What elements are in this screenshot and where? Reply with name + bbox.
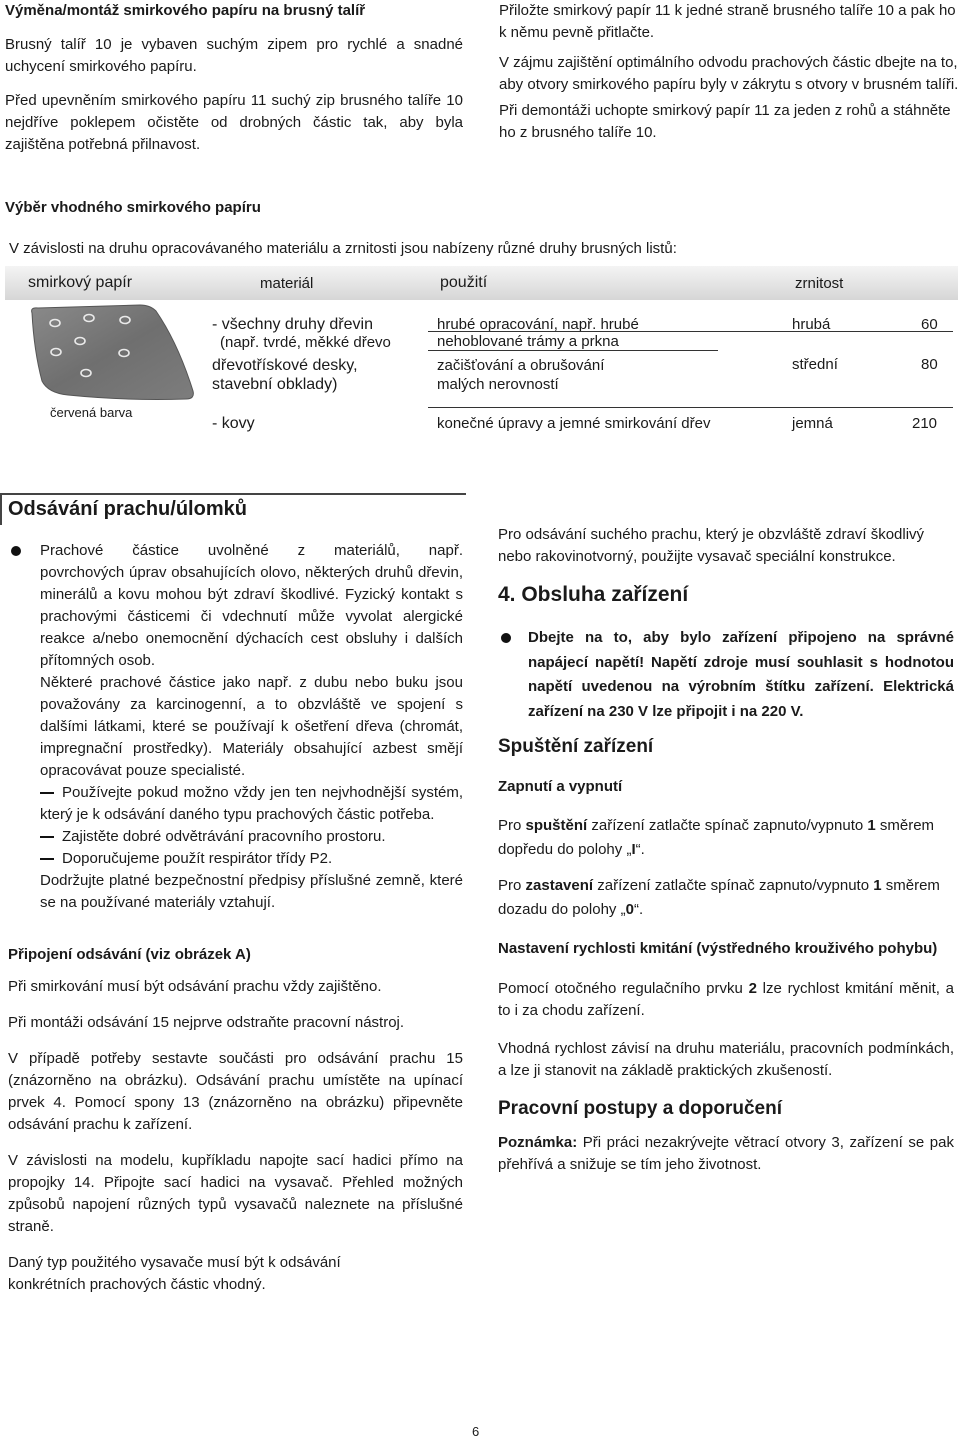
paragraph: Při montáži odsávání 15 nejprve odstraňte pracovní nástroj. — [8, 1014, 405, 1031]
use-medium-line2: malých nerovností — [437, 376, 559, 393]
table-header-paper: smirkový papír — [28, 274, 133, 291]
use-coarse-line2: nehoblované trámy a prkna — [437, 333, 619, 350]
dust-dash-item: Zajistěte dobré odvětrávání pracovního prostoru. — [8, 826, 463, 848]
speed-text: Pomocí otočného regulačního prvku 2 lze rychlost kmitání měnit, a to i za chodu zařízení. — [498, 980, 954, 1019]
bullet-icon — [11, 546, 21, 556]
dash-icon — [40, 858, 54, 860]
paragraph: Přiložte smirkový papír 11 k jedné straně brusného talíře 10 a pak ho k němu pevně přitlačte. — [499, 2, 956, 41]
paragraph: V zájmu zajištění optimálního odvodu prachových částic dbejte na to, aby otvory smirkového papíru byly v zákrytu s otvory v brusném talíři. — [499, 54, 959, 93]
section-title-dust-extraction: Odsávání prachu/úlomků — [8, 498, 247, 520]
section-title-rule — [0, 493, 2, 525]
table-row-divider — [428, 407, 953, 408]
paper-color-label: červená barva — [50, 405, 133, 420]
subsection-title-speed: Nastavení rychlosti kmitání (výstředného krouživého pohybu) — [498, 940, 938, 957]
switch-off-text: Pro zastavení zařízení zatlačte spínač zapnuto/vypnuto 1 směrem dozadu do polohy „0“. — [498, 877, 940, 918]
grit-fine-value: 210 — [912, 415, 938, 432]
material-wood-line3: dřevotřískové desky, — [212, 357, 358, 374]
material-metal: - kovy — [212, 415, 255, 432]
section-title-rule — [0, 493, 466, 495]
use-fine: konečné úpravy a jemné smirkování dřev — [437, 415, 711, 432]
section-title-work-tips: Pracovní postupy a doporučení — [498, 1098, 782, 1119]
dash-icon — [40, 792, 54, 794]
paragraph: Při smirkování musí být odsávání prachu vždy zajištěno. — [8, 978, 382, 995]
bullet-icon — [501, 633, 511, 643]
section-title-operation: 4. Obsluha zařízení — [498, 583, 689, 606]
paragraph: V závislosti na modelu, kupříkladu napojte sací hadici přímo na propojky 14. Připojte sací hadici na vysavač. Přehled možných způsobů napojení různých typů vysavačů naleznete na příslušné straně. — [8, 1152, 463, 1235]
switch-on-text: Pro spuštění zařízení zatlačte spínač zapnuto/vypnuto 1 směrem dopředu do polohy „I“. — [498, 817, 935, 858]
operation-right-column — [498, 524, 954, 1176]
table-header-band — [5, 266, 958, 300]
use-medium-line1: začišťování a obrušování — [437, 357, 605, 374]
section-title-sandpaper-change: Výměna/montáž smirkového papíru na brusný talíř — [5, 2, 366, 19]
note-text: Poznámka: Při práci nezakrývejte větrací otvory 3, zařízení se pak přehřívá a snižuje se tím jeho životnost. — [498, 1134, 954, 1173]
dust-dash-item: Doporučujeme použít respirátor třídy P2. — [8, 848, 463, 870]
voltage-warning — [498, 626, 954, 724]
paragraph: V případě potřeby sestavte součásti pro odsávání prachu 15 (znázorněno na obrázku). Odsávání prachu umístěte na upínací prvek 4. Pomocí spony 13 (znázorněno na obrázku) připevněte odsávání prachu k zařízení. — [8, 1050, 463, 1133]
dust-warning-text: povrchových úprav obsahujících olovo, některých druhů dřevin, minerálů a kovu mohou být zdraví škodlivé. Fyzický kontakt s prachovými částicemi či vdechnutí může vyvolat alergické reakce a/nebo onemocnění dýchacích cest obsluhy i dalších přítomných osob. — [40, 564, 463, 669]
material-wood-line4: stavební obklady) — [212, 376, 338, 393]
sandpaper-change-right-column — [499, 0, 959, 152]
use-coarse-line1: hrubé opracování, např. hrubé — [437, 316, 639, 333]
grit-coarse-value: 60 — [921, 316, 938, 333]
dust-warning-first-line — [8, 540, 463, 562]
table-header-material: materiál — [260, 275, 314, 292]
material-wood-line1: - všechny druhy dřevin — [212, 316, 373, 333]
grit-fine-name: jemná — [792, 415, 833, 432]
paragraph: Před upevněním smirkového papíru 11 suchý zip brusného talíře 10 nejdříve poklepem očistěte od drobných částic tak, aby byla zajištěna potřebná přilnavost. — [5, 92, 463, 153]
page-number: 6 — [472, 1424, 480, 1439]
sandpaper-change-left-column — [5, 34, 463, 168]
paragraph: Při demontáži uchopte smirkový papír 11 za jeden z rohů a stáhněte ho z brusného talíře 10. — [499, 102, 951, 141]
subsection-title-on-off: Zapnutí a vypnutí — [498, 778, 623, 795]
table-header-use: použití — [440, 274, 488, 291]
grit-coarse-name: hrubá — [792, 316, 831, 333]
selection-intro: V závislosti na druhu opracovávaného materiálu a zrnitosti jsou nabízeny různé druhy brusných listů: — [9, 240, 677, 257]
paragraph: Pro odsávání suchého prachu, který je obzvláště zdraví škodlivý nebo rakovinotvorný, použijte vysavač speciální konstrukce. — [498, 526, 925, 565]
text: Prachové částice uvolněné z materiálů, např. — [40, 542, 463, 559]
dust-regulations-text: Dodržujte platné bezpečnostní předpisy příslušné zemně, které se na používané materiály vztahují. — [40, 872, 463, 911]
section-title-starting: Spuštění zařízení — [498, 736, 654, 757]
dust-dash-item: Používejte pokud možno vždy jen ten nejvhodnější systém, který je k odsávání daného typu prachových částic potřeba. — [40, 784, 463, 823]
table-header-grit: zrnitost — [795, 275, 844, 292]
dust-left-column — [8, 540, 463, 1296]
material-wood-line2: (např. tvrdé, měkké dřevo — [220, 334, 391, 351]
dust-carcinogen-text: Některé prachové částice jako např. z dubu nebo buku jsou považovány za karcinogenní, a to obzvláště ve spojení s dalšími látkami, které se používají k ošetření dřeva (chromát, impregnační prostředky). Materiály obsahující azbest smějí opracovávat pouze specialisté. — [40, 674, 463, 779]
sanding-pad-illustration — [28, 303, 198, 403]
grit-medium-name: střední — [792, 356, 838, 373]
paragraph: Daný typ použitého vysavače musí být k odsávání konkrétních prachových částic vhodný. — [8, 1254, 341, 1293]
section-title-selection: Výběr vhodného smirkového papíru — [5, 199, 261, 216]
paragraph: Vhodná rychlost závisí na druhu materiálu, pracovních podmínkách, a lze ji stanovit na základě praktických zkušeností. — [498, 1040, 954, 1079]
text: Dbejte na to, aby bylo zařízení připojeno na správné napájecí napětí! Napětí zdroje musí souhlasit s hodnotou napětí uvedenou na výrobním štítku zařízení. Elektrická zařízení na 230 V lze připojit i na 220 V. — [528, 629, 954, 720]
table-row-divider — [428, 350, 718, 351]
dash-icon — [40, 836, 54, 838]
paragraph: Brusný talíř 10 je vybaven suchým zipem pro rychlé a snadné uchycení smirkového papíru. — [5, 36, 463, 75]
subsection-title-extraction-connection: Připojení odsávání (viz obrázek A) — [8, 946, 251, 963]
grit-medium-value: 80 — [921, 356, 938, 373]
